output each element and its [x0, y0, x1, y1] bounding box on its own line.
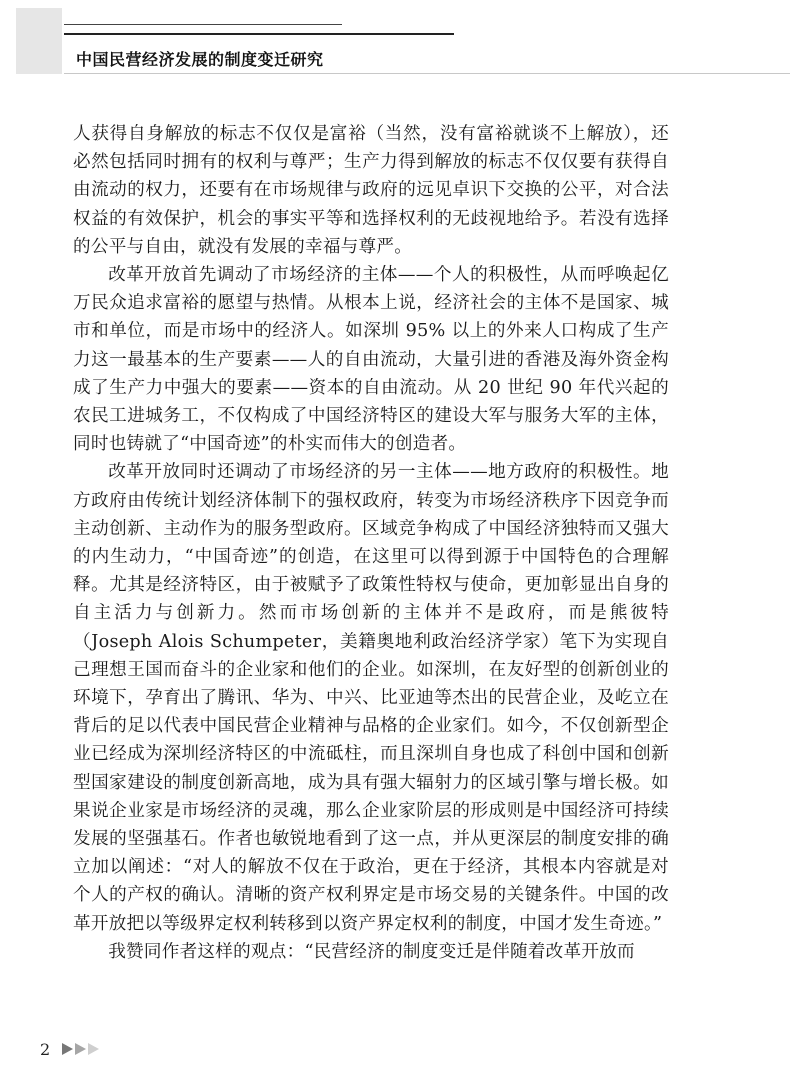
paragraph-4: 我赞同作者这样的观点：“民营经济的制度变迁是伴随着改革开放而 [108, 941, 635, 962]
header-rule-bold [64, 33, 454, 35]
header-rule-bottom [64, 73, 790, 74]
header-rule-top [64, 24, 342, 25]
play-arrow-icon [75, 1043, 86, 1055]
page-number: 2 [40, 1039, 51, 1059]
triple-play-arrow-icon [62, 1043, 99, 1055]
header-decor-block [16, 8, 62, 74]
body-text [73, 120, 669, 966]
paragraph-1: 人获得自身解放的标志不仅仅是富裕（当然，没有富裕就谈不上解放），还必然包括同时拥有的权利与尊严；生产力得到解放的标志不仅仅要有获得自由流动的权力，还要有在市场规律与政府的远见卓识下交换的公平，对合法权益的有效保护，机会的事实平等和选择权利的无歧视地给予。若没有选择的公平与自由，就没有发展的幸福与尊严。 [73, 124, 669, 257]
play-arrow-icon [88, 1043, 99, 1055]
paragraph-2: 改革开放首先调动了市场经济的主体——个人的积极性，从而呼唤起亿万民众追求富裕的愿望与热情。从根本上说，经济社会的主体不是国家、城市和单位，而是市场中的经济人。如深圳 95% 以上的外来人口构成了生产力这一最基本的生产要素——人的自由流动，大量引进的香港及海外资金构成了生产力中强大的要素——资本的自由流动。从 20 世纪 90 年代兴起的农民工进城务工，不仅构成了中国经济特区的建设大军与服务大军的主体，同时也铸就了“中国奇迹”的朴实而伟大的创造者。 [73, 265, 669, 455]
paragraph-3: 改革开放同时还调动了市场经济的另一主体——地方政府的积极性。地方政府由传统计划经济体制下的强权政府，转变为市场经济秩序下因竞争而主动创新、主动作为的服务型政府。区域竞争构成了中国经济独特而又强大的内生动力，“中国奇迹”的创造，在这里可以得到源于中国特色的合理解释。尤其是经济特区，由于被赋予了政策性特权与使命，更加彰显出自身的自主活力与创新力。然而市场创新的主体并不是政府，而是熊彼特（Joseph Alois Schumpeter，美籍奥地利政治经济学家）笔下为实现自己理想王国而奋斗的企业家和他们的企业。如深圳，在友好型的创新创业的环境下，孕育出了腾讯、华为、中兴、比亚迪等杰出的民营企业，及屹立在背后的足以代表中国民营企业精神与品格的企业家们。如今，不仅创新型企业已经成为深圳经济特区的中流砥柱，而且深圳自身也成了科创中国和创新型国家建设的制度创新高地，成为具有强大辐射力的区域引擎与增长极。如果说企业家是市场经济的灵魂，那么企业家阶层的形成则是中国经济可持续发展的坚强基石。作者也敏锐地看到了这一点，并从更深层的制度安排的确立加以阐述：“对人的解放不仅在于政治，更在于经济，其根本内容就是对个人的产权的确认。清晰的资产权利界定是市场交易的关键条件。中国的改革开放把以等级界定权利转移到以资产界定权利的制度，中国才发生奇迹。” [73, 462, 669, 934]
running-title: 中国民营经济发展的制度变迁研究 [76, 50, 324, 69]
page-footer [40, 1038, 99, 1060]
play-arrow-icon [62, 1043, 73, 1055]
